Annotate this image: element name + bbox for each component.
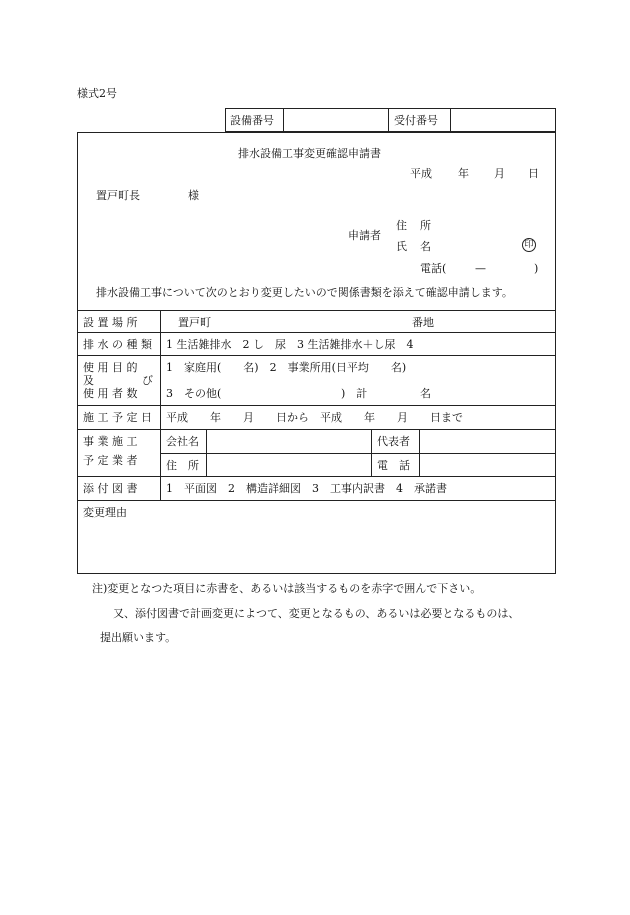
- addressee: 置戸町長: [96, 189, 140, 202]
- location-town: 置戸町: [178, 316, 211, 329]
- representative-label: 代表者: [377, 435, 410, 448]
- drainage-type-options[interactable]: 1 生活雑排水 2 し 尿 3 生活雑排水＋し尿 4: [166, 338, 414, 351]
- company-label: 会社名: [166, 435, 199, 448]
- drainage-type-label: 排 水 の 種 類: [83, 338, 152, 351]
- applicant-label: 申請者: [348, 229, 381, 242]
- date-day: 日: [528, 167, 539, 180]
- seal-text: 印: [524, 240, 534, 250]
- purpose-label-2a: 及: [83, 374, 94, 387]
- date-month: 月: [494, 167, 505, 180]
- phone-close: ): [534, 262, 539, 275]
- attachments-label: 添 付 図 書: [83, 482, 138, 495]
- purpose-line-1[interactable]: 1 家庭用( 名) 2 事業所用(日平均 名): [166, 361, 407, 374]
- note-line-3: 提出願います。: [100, 631, 177, 644]
- note-line-2: 又、添付図書で計画変更によつて、変更となるもの、あるいは必要となるものは、: [113, 607, 520, 620]
- purpose-label-2b: び: [142, 374, 153, 387]
- form-number: 様式2号: [77, 87, 117, 100]
- form-title: 排水設備工事変更確認申請書: [238, 147, 381, 160]
- schedule-value[interactable]: 平成 年 月 日から 平成 年 月 日まで: [166, 411, 463, 424]
- application-body-text: 排水設備工事について次のとおり変更したいので関係書類を添えて確認申請します。: [96, 286, 513, 299]
- phone-dash: —: [475, 262, 486, 275]
- contractor-label-2: 予 定 業 者: [83, 454, 138, 467]
- seal-mark: [522, 238, 536, 252]
- contractor-phone-label: 電 話: [377, 459, 410, 472]
- location-label: 設 置 場 所: [83, 316, 138, 329]
- purpose-label-3: 使 用 者 数: [83, 387, 138, 400]
- phone-label: 電話(: [420, 262, 447, 275]
- location-banchi: 番地: [412, 316, 434, 329]
- name-label-1: 氏: [396, 240, 407, 253]
- purpose-line-2c[interactable]: 名: [420, 387, 431, 400]
- purpose-line-2b[interactable]: ) 計: [341, 387, 368, 400]
- date-year: 年: [458, 167, 469, 180]
- purpose-label-1: 使 用 目 的: [83, 361, 138, 374]
- reason-label: 変更理由: [83, 506, 127, 519]
- address-label-1: 住: [396, 219, 407, 232]
- equipment-number-box: [225, 108, 556, 132]
- purpose-line-2a[interactable]: 3 その他(: [166, 387, 222, 400]
- contractor-address-label: 住 所: [166, 459, 199, 472]
- attachments-value[interactable]: 1 平面図 2 構造詳細図 3 工事内訳書 4 承諾書: [166, 482, 447, 495]
- contractor-label-1: 事 業 施 工: [83, 435, 138, 448]
- date-era: 平成: [410, 167, 432, 180]
- equipment-number-label: 設備番号: [230, 114, 274, 127]
- addressee-honorific: 様: [188, 189, 199, 202]
- address-label-2: 所: [420, 219, 431, 232]
- receipt-number-label: 受付番号: [394, 114, 438, 127]
- note-line-1: 注)変更となつた項目に赤書を、あるいは該当するものを赤字で囲んで下さい。: [92, 582, 482, 595]
- application-form: [77, 132, 556, 574]
- name-label-2: 名: [420, 240, 431, 253]
- schedule-label: 施 工 予 定 日: [83, 411, 152, 424]
